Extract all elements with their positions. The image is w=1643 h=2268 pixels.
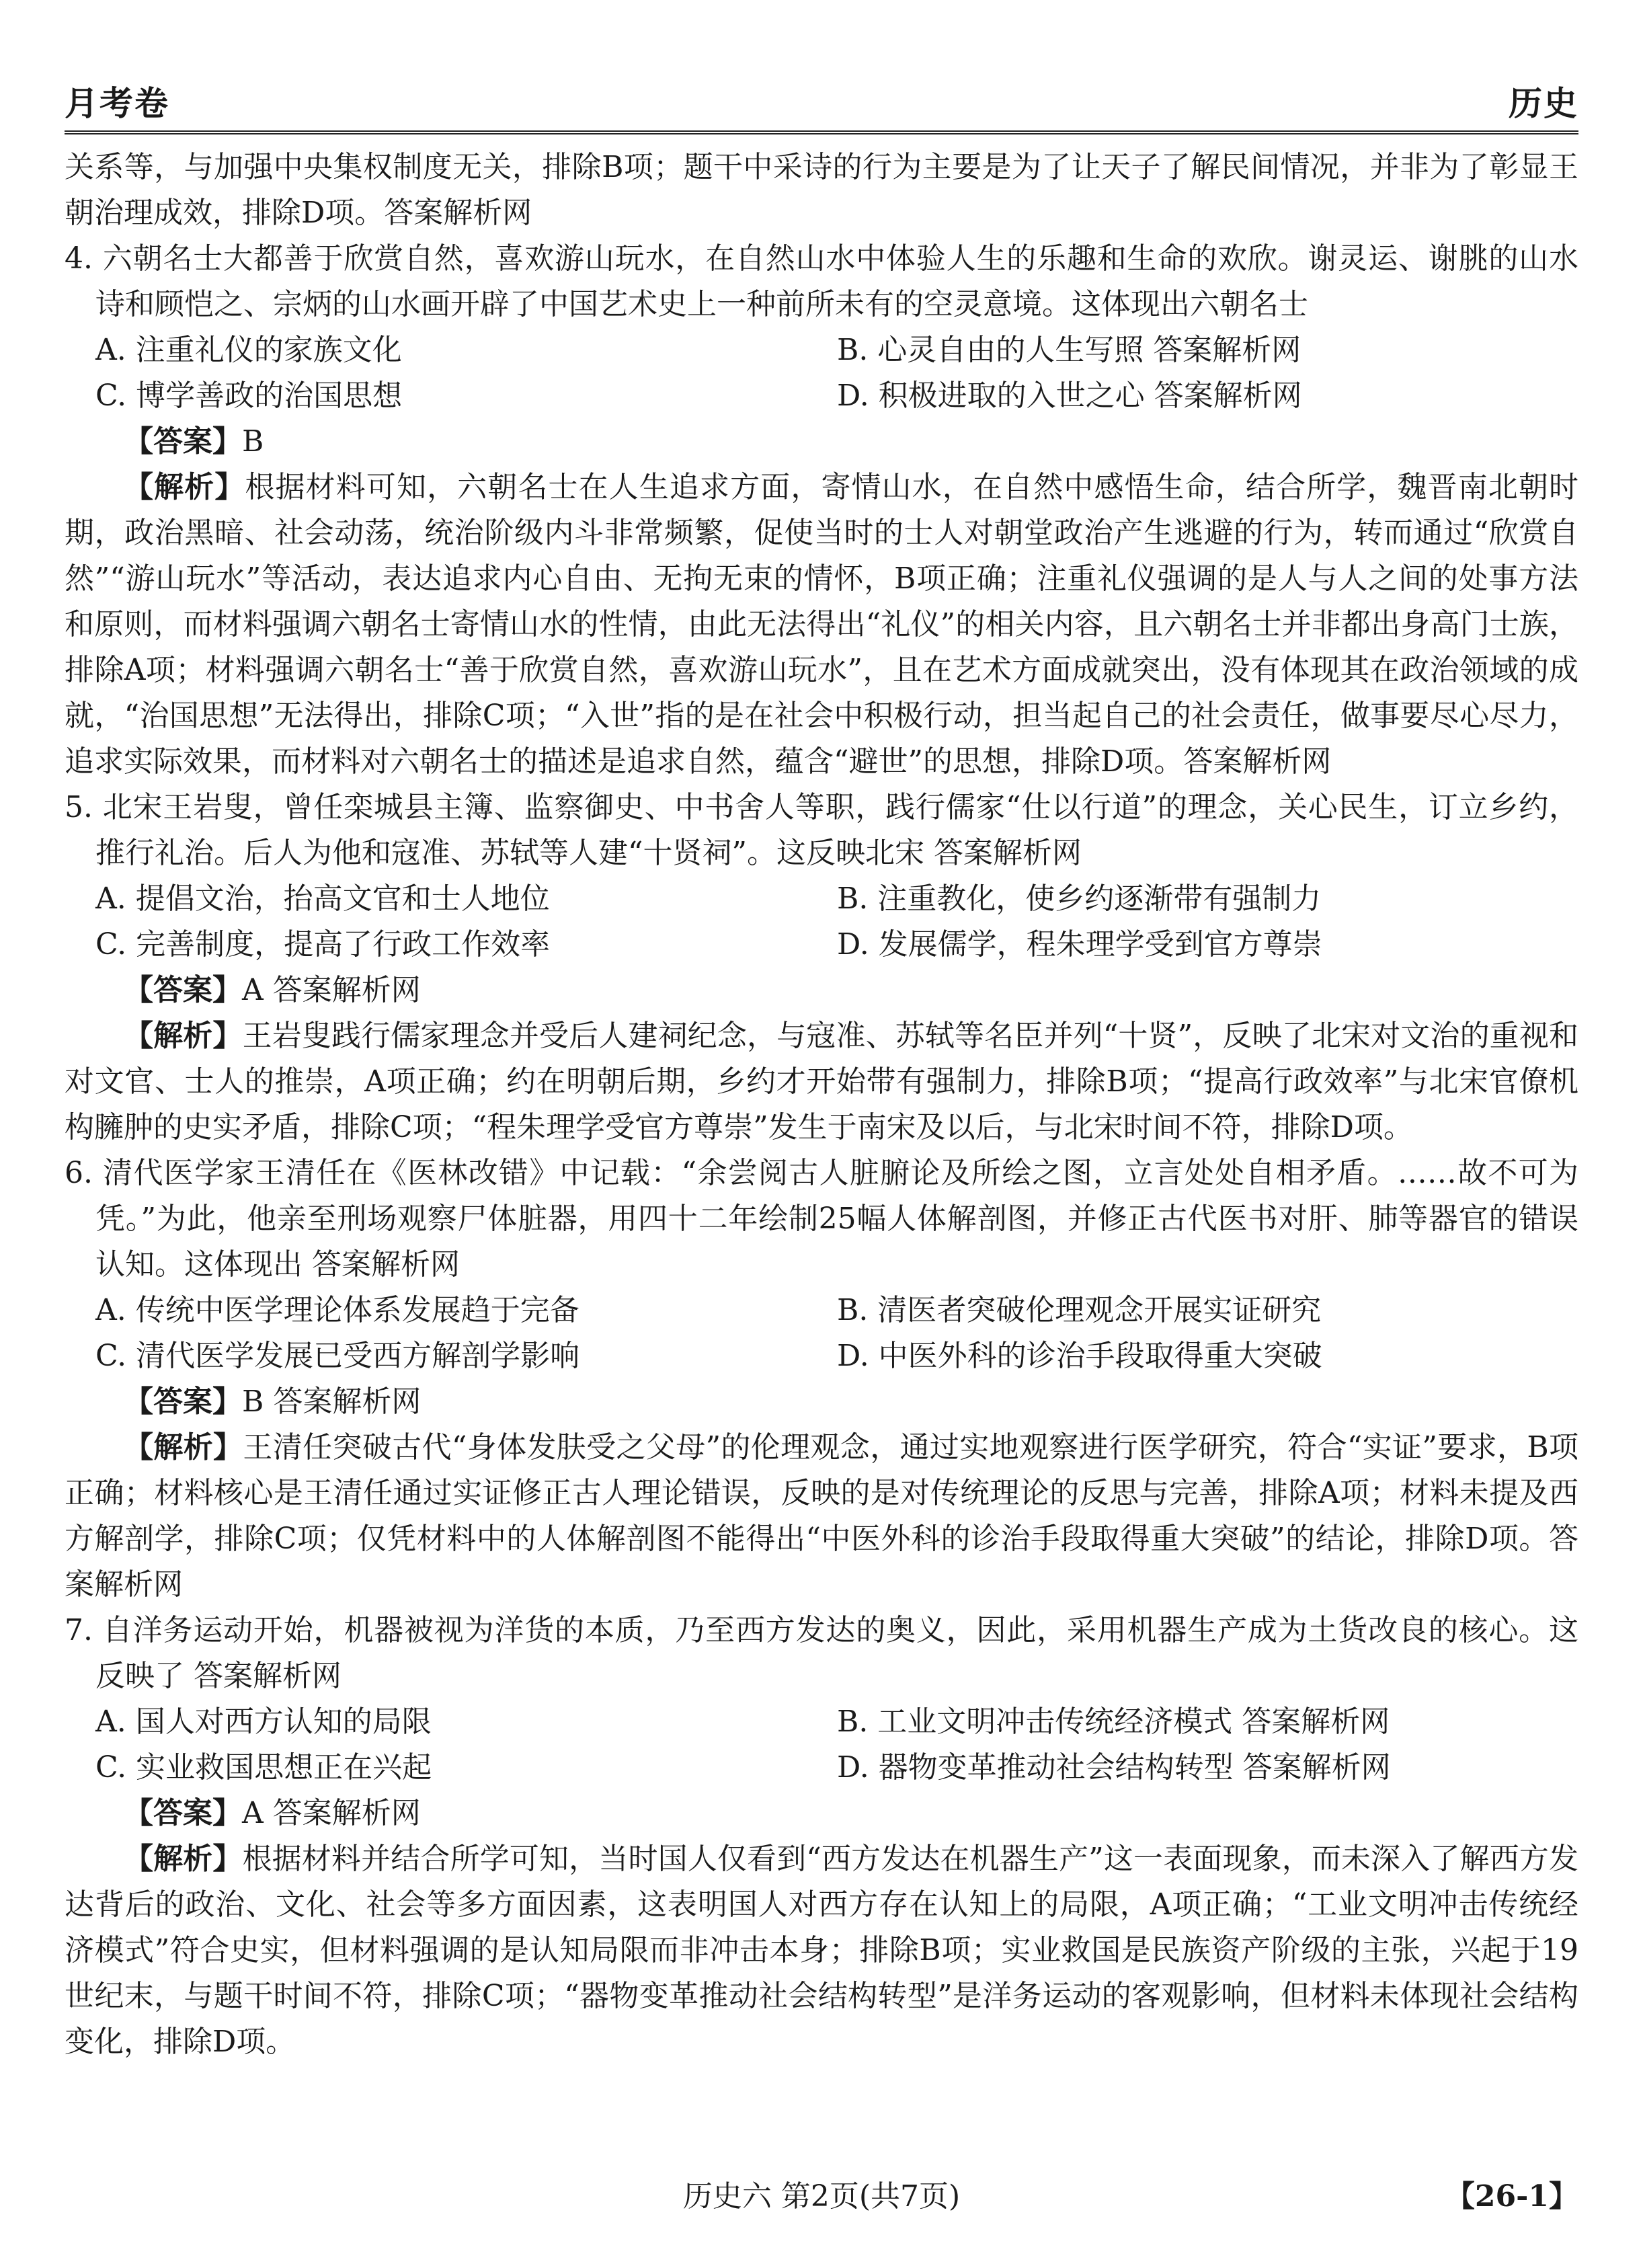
- analysis-tag: 【解析】: [124, 1430, 243, 1464]
- question-7-analysis: [65, 1836, 1578, 2065]
- option-b: B. 注重教化，使乡约逐渐带有强制力: [837, 882, 1322, 916]
- question-7-answer: [65, 1791, 1578, 1836]
- option-d: D. 发展儒学，程朱理学受到官方尊崇: [837, 927, 1322, 962]
- page-footer: [65, 2172, 1578, 2219]
- question-7-options: [65, 1699, 1578, 1791]
- answer-tag: 【答案】: [124, 1796, 242, 1830]
- question-4-analysis: [65, 465, 1578, 785]
- option-a: A. 传统中医学理论体系发展趋于完备: [95, 1293, 579, 1327]
- question-6: [65, 1150, 1578, 1608]
- option-d: D. 积极进取的入世之心 答案解析网: [837, 379, 1302, 413]
- answer-value: A 答案解析网: [242, 1796, 421, 1830]
- header-subject: 历史: [1509, 83, 1578, 123]
- option-c: C. 博学善政的治国思想: [95, 379, 403, 413]
- header-exam-type: 月考卷: [65, 83, 169, 123]
- question-6-analysis: [65, 1425, 1578, 1608]
- option-c: C. 完善制度，提高了行政工作效率: [95, 927, 551, 962]
- option-a: A. 提倡文治，抬高文官和士人地位: [95, 882, 550, 916]
- question-4-options: [65, 327, 1578, 419]
- option-c: C. 清代医学发展已受西方解剖学影响: [95, 1339, 580, 1373]
- question-5-options: [65, 876, 1578, 968]
- answer-value: B 答案解析网: [242, 1384, 422, 1419]
- page-header: [65, 54, 1578, 134]
- analysis-tag: 【解析】: [124, 1842, 243, 1876]
- question-6-stem: 6. 清代医学家王清任在《医林改错》中记载：“余尝阅古人脏腑论及所绘之图，立言处处自相矛盾。……故不可为凭。”为此，他亲至刑场观察尸体脏器，用四十二年绘制25幅人体解剖图，并修正古代医书对肝、肺等器官的错误认知。这体现出 答案解析网: [65, 1156, 1578, 1282]
- question-4-answer: [65, 419, 1578, 465]
- analysis-text: 王清任突破古代“身体发肤受之父母”的伦理观念，通过实地观察进行医学研究，符合“实证”要求，B项正确；材料核心是王清任通过实证修正古人理论错误，反映的是对传统理论的反思与完善，排除A项；材料未提及西方解剖学，排除C项；仅凭材料中的人体解剖图不能得出“中医外科的诊治手段取得重大突破”的结论，排除D项。答案解析网: [65, 1430, 1579, 1602]
- option-d: D. 器物变革推动社会结构转型 答案解析网: [837, 1750, 1391, 1785]
- option-a: A. 注重礼仪的家族文化: [95, 333, 402, 367]
- option-b: B. 清医者突破伦理观念开展实证研究: [837, 1293, 1322, 1327]
- analysis-text: 根据材料并结合所学可知，当时国人仅看到“西方发达在机器生产”这一表面现象，而未深入了解西方发达背后的政治、文化、社会等多方面因素，这表明国人对西方存在认知上的局限，A项正确；“工业文明冲击传统经济模式”符合史实，但材料强调的是认知局限而非冲击本身；排除B项；实业救国是民族资产阶级的主张，兴起于19世纪末，与题干时间不符，排除C项；“器物变革推动社会结构转型”是洋务运动的客观影响，但材料未体现社会结构变化，排除D项。: [65, 1842, 1579, 2059]
- page-content: [65, 145, 1578, 2065]
- prev-analysis-continuation: 关系等，与加强中央集权制度无关，排除B项；题干中采诗的行为主要是为了让天子了解民间情况，并非为了彰显王朝治理成效，排除D项。答案解析网: [65, 150, 1578, 230]
- option-d: D. 中医外科的诊治手段取得重大突破: [837, 1339, 1322, 1373]
- option-c: C. 实业救国思想正在兴起: [95, 1750, 432, 1785]
- question-5-analysis: [65, 1013, 1578, 1150]
- option-a: A. 国人对西方认知的局限: [95, 1705, 432, 1739]
- question-4: [65, 236, 1578, 785]
- answer-value: A 答案解析网: [242, 973, 421, 1007]
- analysis-tag: 【解析】: [124, 1019, 243, 1053]
- question-6-answer: [65, 1379, 1578, 1425]
- analysis-text: 王岩叟践行儒家理念并受后人建祠纪念，与寇准、苏轼等名臣并列“十贤”，反映了北宋对文治的重视和对文官、士人的推崇，A项正确；约在明朝后期，乡约才开始带有强制力，排除B项；“提高行政效率”与北宋官僚机构臃肿的史实矛盾，排除C项；“程朱理学受官方尊崇”发生于南宋及以后，与北宋时间不符，排除D项。: [65, 1019, 1579, 1144]
- question-5: [65, 785, 1578, 1150]
- option-b: B. 工业文明冲击传统经济模式 答案解析网: [837, 1705, 1390, 1739]
- question-5-stem: 5. 北宋王岩叟，曾任栾城县主簿、监察御史、中书舍人等职，践行儒家“仕以行道”的理念，关心民生，订立乡约，推行礼治。后人为他和寇准、苏轼等人建“十贤祠”。这反映北宋 答案解析网: [65, 790, 1578, 870]
- question-6-options: [65, 1288, 1578, 1379]
- question-7-stem: 7. 自洋务运动开始，机器被视为洋货的本质，乃至西方发达的奥义，因此，采用机器生产成为土货改良的核心。这反映了 答案解析网: [65, 1613, 1578, 1693]
- answer-tag: 【答案】: [124, 424, 242, 459]
- analysis-tag: 【解析】: [124, 470, 245, 504]
- answer-tag: 【答案】: [124, 973, 242, 1007]
- analysis-text: 根据材料可知，六朝名士在人生追求方面，寄情山水，在自然中感悟生命，结合所学，魏晋南北朝时期，政治黑暗、社会动荡，统治阶级内斗非常频繁，促使当时的士人对朝堂政治产生逃避的行为，转而通过“欣赏自然”“游山玩水”等活动，表达追求内心自由、无拘无束的情怀，B项正确；注重礼仪强调的是人与人之间的处事方法和原则，而材料强调六朝名士寄情山水的性情，由此无法得出“礼仪”的相关内容，且六朝名士并非都出身高门士族，排除A项；材料强调六朝名士“善于欣赏自然，喜欢游山玩水”，且在艺术方面成就突出，没有体现其在政治领域的成就，“治国思想”无法得出，排除C项；“入世”指的是在社会中积极行动，担当起自己的社会责任，做事要尽心尽力，追求实际效果，而材料对六朝名士的描述是追求自然，蕴含“避世”的思想，排除D项。答案解析网: [65, 470, 1579, 779]
- question-7: [65, 1608, 1578, 2065]
- page-number: 历史六 第2页(共7页): [682, 2179, 961, 2214]
- question-4-stem: 4. 六朝名士大都善于欣赏自然，喜欢游山玩水，在自然山水中体验人生的乐趣和生命的欢欣。谢灵运、谢朓的山水诗和顾恺之、宗炳的山水画开辟了中国艺术史上一种前所未有的空灵意境。这体现出六朝名士: [65, 241, 1578, 321]
- option-b: B. 心灵自由的人生写照 答案解析网: [837, 333, 1301, 367]
- question-5-answer: [65, 968, 1578, 1013]
- answer-value: B: [242, 424, 264, 459]
- paper-code: 【26-1】: [1445, 2179, 1578, 2214]
- answer-tag: 【答案】: [124, 1384, 242, 1419]
